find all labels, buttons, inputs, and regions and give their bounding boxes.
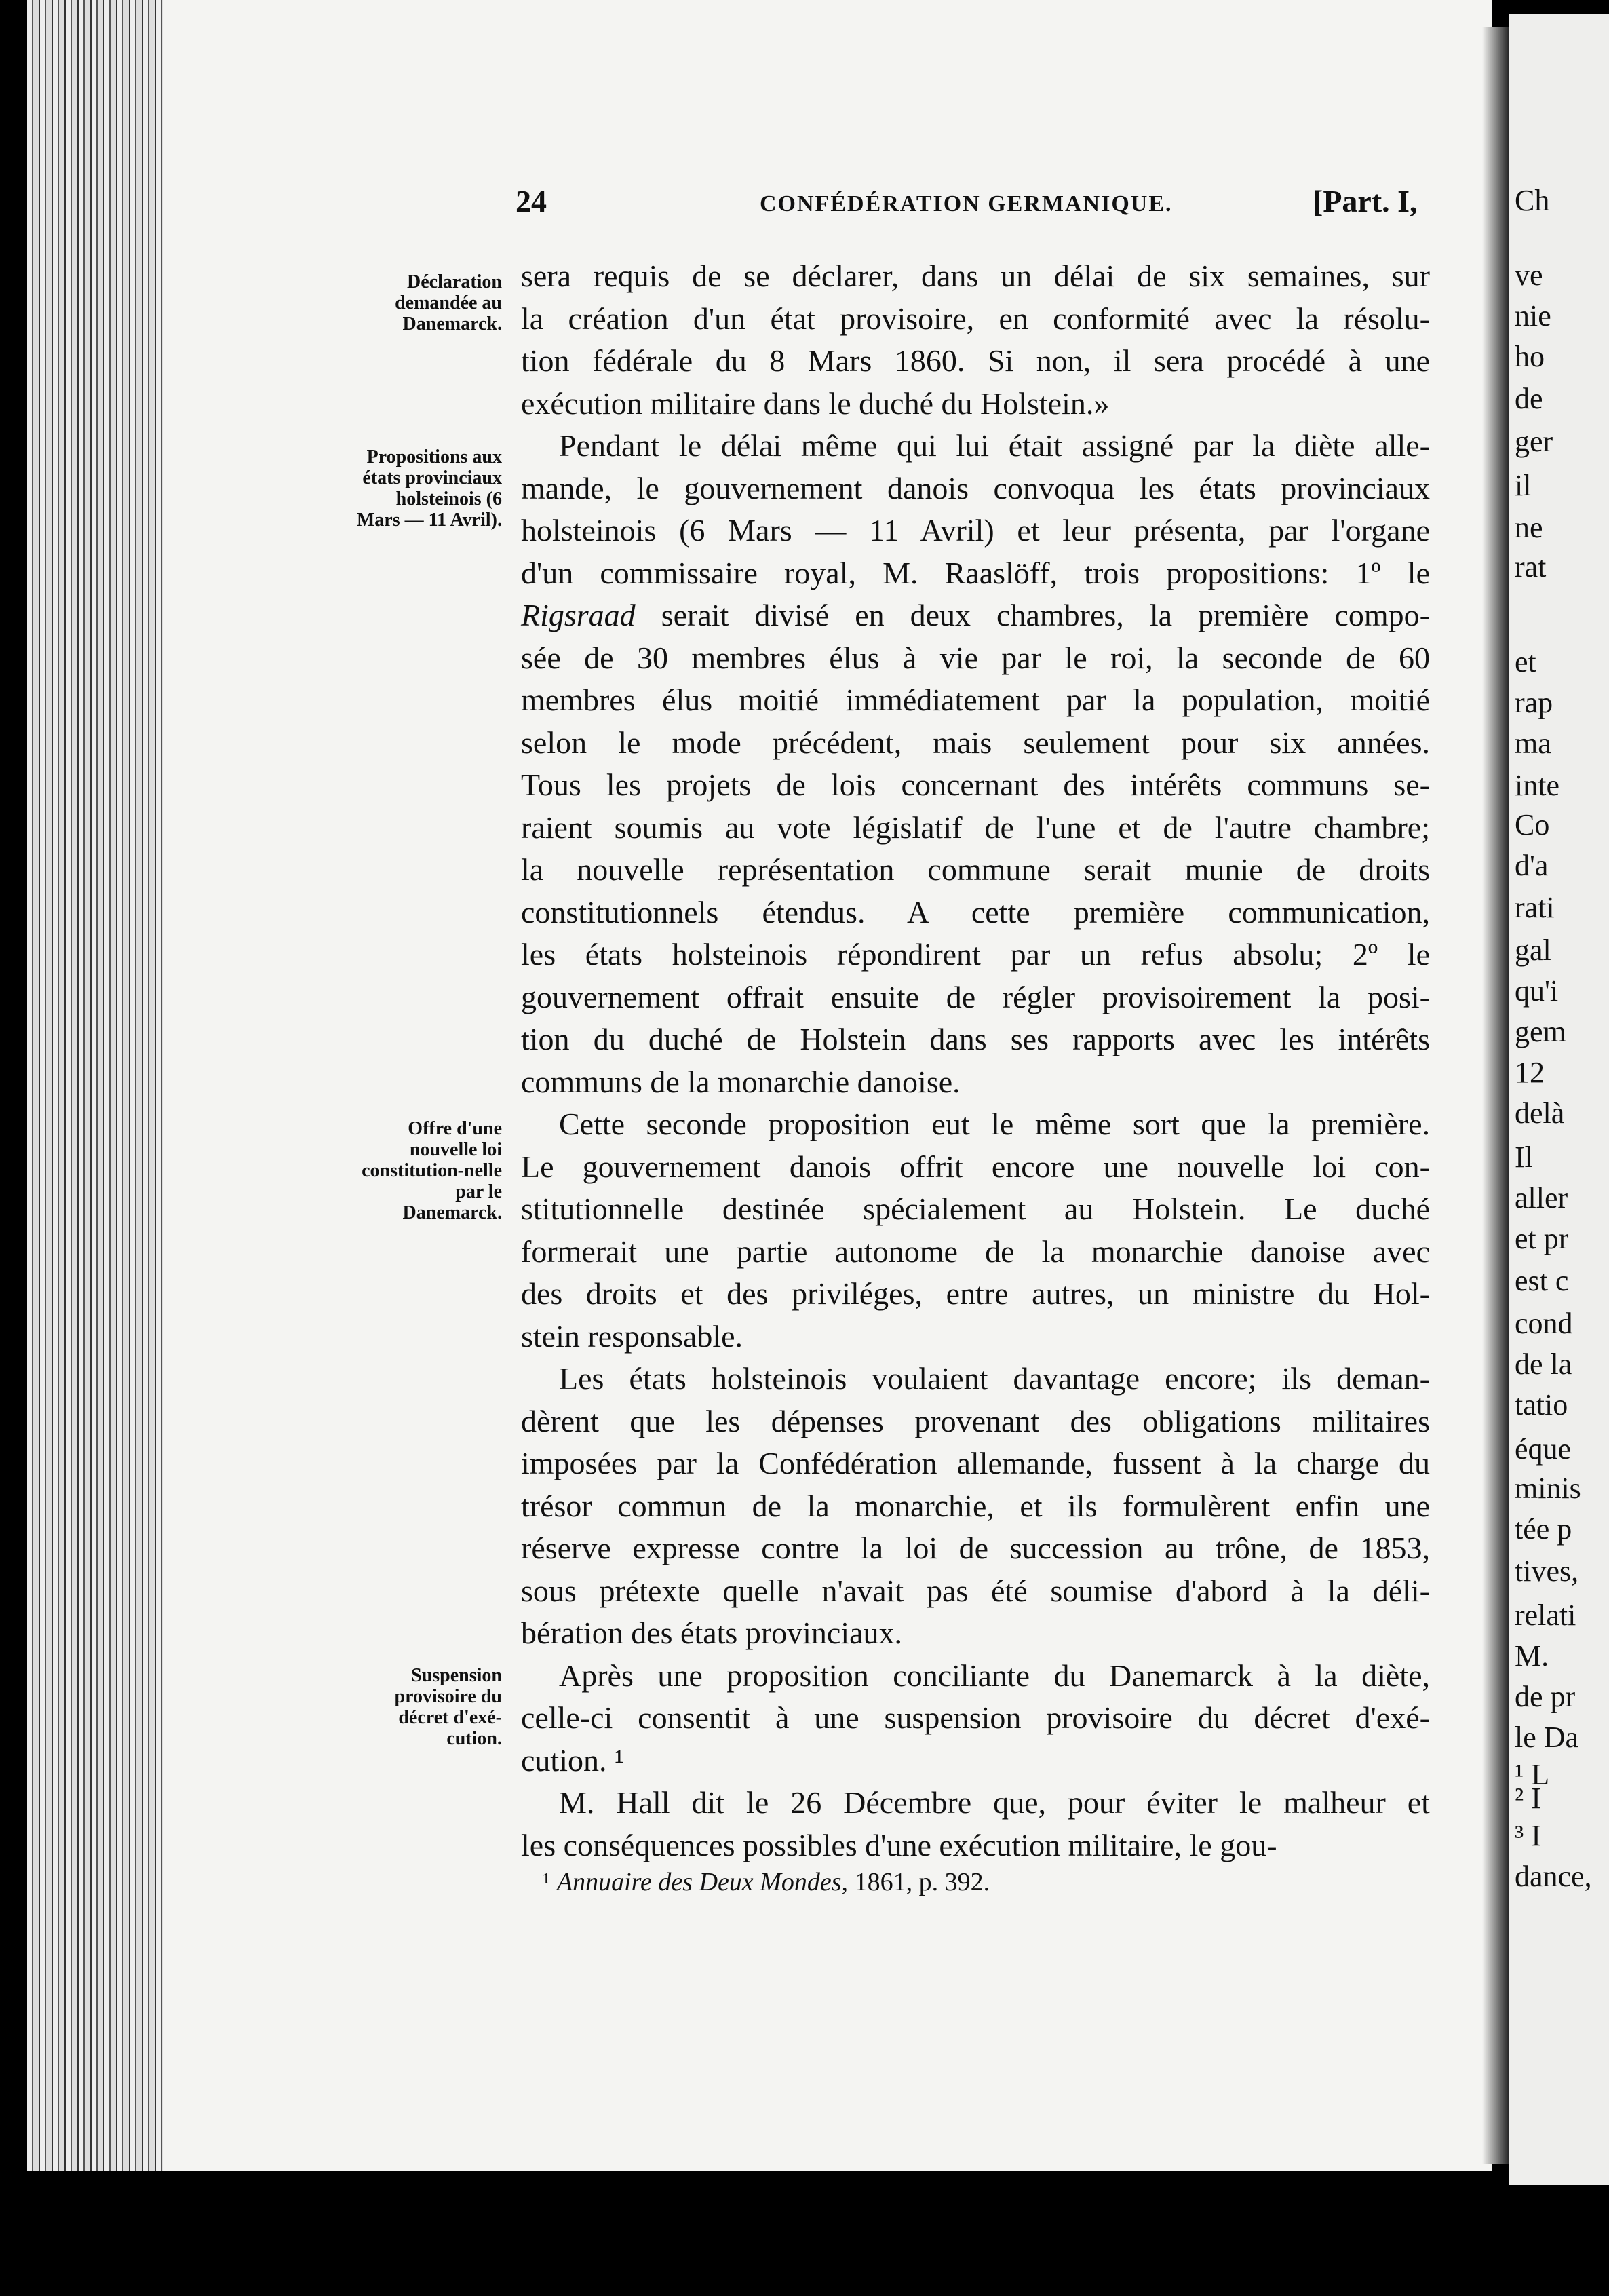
- facing-page-text: aller: [1515, 1181, 1568, 1214]
- text-line: gouvernement offrait ensuite de régler provisoirement la posi-: [521, 979, 1430, 1014]
- text-line: les états holsteinois répondirent par un refus absolu; 2º le: [521, 937, 1430, 972]
- facing-page-text: Co: [1515, 808, 1550, 841]
- text-line: imposées par la Confédération allemande, fussent à la charge du: [521, 1446, 1430, 1480]
- facing-page-text: et pr: [1515, 1222, 1569, 1255]
- facing-page-text: Ch: [1515, 184, 1550, 217]
- text-line: formerait une partie autonome de la monarchie danoise avec: [521, 1233, 1430, 1269]
- footnote-rest: 1861, p. 392.: [854, 1868, 990, 1896]
- text-line: cution. ¹: [521, 1742, 624, 1778]
- text-line: Rigsraad serait divisé en deux chambres, la première compo-: [521, 598, 1430, 632]
- text-line: sera requis de se déclarer, dans un délai de six semaines, sur: [521, 259, 1430, 293]
- text-line: trésor commun de la monarchie, et ils formulèrent enfin une: [521, 1488, 1430, 1523]
- text-line: Après une proposition conciliante du Danemarck à la diète,: [559, 1658, 1430, 1693]
- text-line: Cette seconde proposition eut le même sort que la première.: [559, 1107, 1430, 1141]
- binding-gutter: [1482, 27, 1509, 2164]
- footnote-mark: ¹: [543, 1868, 551, 1896]
- text-line: la création d'un état provisoire, en conformité avec la résolu-: [521, 301, 1430, 336]
- text-line: Le gouvernement danois offrit encore une nouvelle loi con-: [521, 1149, 1430, 1184]
- facing-page-text: ger: [1515, 425, 1553, 458]
- facing-page-text: d'a: [1515, 849, 1549, 882]
- page-number: 24: [516, 184, 547, 218]
- facing-page-text: ho: [1515, 340, 1545, 373]
- running-title: CONFÉDÉRATION GERMANIQUE.: [760, 191, 1173, 216]
- footnote: [543, 1867, 990, 1897]
- text-line: celle-ci consentit à une suspension provisoire du décret d'exé-: [521, 1700, 1430, 1735]
- facing-page-text: tée p: [1515, 1512, 1572, 1546]
- facing-page-text: tatio: [1515, 1388, 1568, 1421]
- facing-page-text: rap: [1515, 686, 1553, 719]
- text-line: raient soumis au vote législatif de l'une et de l'autre chambre;: [521, 809, 1430, 845]
- text-line: communs de la monarchie danoise.: [521, 1064, 961, 1099]
- margin-note: Déclaration demandée au Danemarck.: [395, 271, 502, 334]
- margin-note: Propositions aux états provinciaux holsteinois (6 Mars — 11 Avril).: [356, 446, 502, 531]
- text-line: tion du duché de Holstein dans ses rapports avec les intérêts: [521, 1022, 1430, 1056]
- facing-page-text: ne: [1515, 511, 1543, 544]
- stacked-page-edges: [27, 0, 163, 2171]
- text-line: mande, le gouvernement danois convoqua les états provinciaux: [521, 470, 1430, 505]
- footnote-source: Annuaire des Deux Mondes,: [556, 1868, 849, 1896]
- facing-page-text: qu'i: [1515, 974, 1559, 1008]
- text-line: la nouvelle représentation commune serait munie de droits: [521, 852, 1430, 887]
- facing-page-text: 12: [1515, 1056, 1545, 1089]
- facing-page-text: M.: [1515, 1639, 1549, 1672]
- margin-note: Offre d'une nouvelle loi constitution-nelle par le Danemarck.: [362, 1118, 502, 1223]
- facing-page-text: Il: [1515, 1141, 1533, 1174]
- text-line: dèrent que les dépenses provenant des obligations militaires: [521, 1403, 1430, 1438]
- text-line: constitutionnels étendus. A cette première communication,: [521, 894, 1430, 930]
- text-line: selon le mode précédent, mais seulement pour six années.: [521, 725, 1430, 760]
- facing-page-text: cond: [1515, 1307, 1573, 1340]
- text-line: stitutionnelle destinée spécialement au Holstein. Le duché: [521, 1191, 1430, 1226]
- facing-page-text: il: [1515, 469, 1532, 502]
- text-line: Tous les projets de lois concernant des intérêts communs se-: [521, 767, 1430, 802]
- facing-page-text: ve: [1515, 259, 1543, 292]
- facing-page-text: tives,: [1515, 1554, 1579, 1588]
- facing-page-text: dance,: [1515, 1860, 1592, 1893]
- text-line: membres élus moitié immédiatement par la population, moitié: [521, 683, 1430, 717]
- facing-page-text: rati: [1515, 891, 1555, 924]
- text-line: exécution militaire dans le duché du Holstein.»: [521, 385, 1110, 421]
- facing-page-text: inte: [1515, 769, 1559, 802]
- facing-page-text: delà: [1515, 1096, 1565, 1130]
- facing-page-text: éque: [1515, 1432, 1572, 1466]
- facing-page-text: relati: [1515, 1599, 1576, 1632]
- facing-page-text: de la: [1515, 1347, 1572, 1381]
- text-line: Pendant le délai même qui lui était assigné par la diète alle-: [559, 428, 1430, 463]
- facing-page-text: et: [1515, 645, 1536, 678]
- facing-page-text: de pr: [1515, 1680, 1576, 1713]
- text-line: sous prétexte quelle n'avait pas été soumise d'abord à la déli-: [521, 1573, 1430, 1608]
- facing-page-text: rat: [1515, 550, 1547, 583]
- text-line: les conséquences possibles d'une exécution militaire, le gou-: [521, 1827, 1277, 1862]
- facing-page-text: ² I: [1515, 1782, 1541, 1815]
- facing-page-text: minis: [1515, 1472, 1581, 1505]
- text-line: réserve expresse contre la loi de succession au trône, de 1853,: [521, 1531, 1430, 1565]
- facing-page-text: gal: [1515, 934, 1551, 967]
- text-line: stein responsable.: [521, 1318, 743, 1354]
- facing-page-fragment: [1509, 14, 1609, 2185]
- facing-page-text: nie: [1515, 299, 1551, 332]
- text-line: sée de 30 membres élus à vie par le roi, la seconde de 60: [521, 640, 1430, 675]
- text-line: holsteinois (6 Mars — 11 Avril) et leur présenta, par l'organe: [521, 513, 1430, 548]
- facing-page-text: ³ I: [1515, 1819, 1541, 1852]
- text-line: des droits et des priviléges, entre autres, un ministre du Hol-: [521, 1276, 1430, 1311]
- part-label: [Part. I,: [1313, 184, 1418, 218]
- facing-page-text: le Da: [1515, 1721, 1579, 1754]
- facing-page-text: est c: [1515, 1264, 1569, 1297]
- text-line: d'un commissaire royal, M. Raaslöff, trois propositions: 1º le: [521, 555, 1430, 590]
- facing-page-text: gem: [1515, 1015, 1566, 1048]
- text-line: tion fédérale du 8 Mars 1860. Si non, il sera procédé à une: [521, 343, 1430, 378]
- text-line: Les états holsteinois voulaient davantage encore; ils deman-: [559, 1361, 1430, 1396]
- margin-note: Suspension provisoire du décret d'exé-cution.: [394, 1665, 502, 1749]
- text-line: bération des états provinciaux.: [521, 1615, 903, 1650]
- facing-page-text: ma: [1515, 727, 1551, 760]
- text-line: M. Hall dit le 26 Décembre que, pour éviter le malheur et: [559, 1785, 1430, 1820]
- facing-page-text: ¹ L: [1515, 1758, 1550, 1791]
- facing-page-text: de: [1515, 382, 1543, 415]
